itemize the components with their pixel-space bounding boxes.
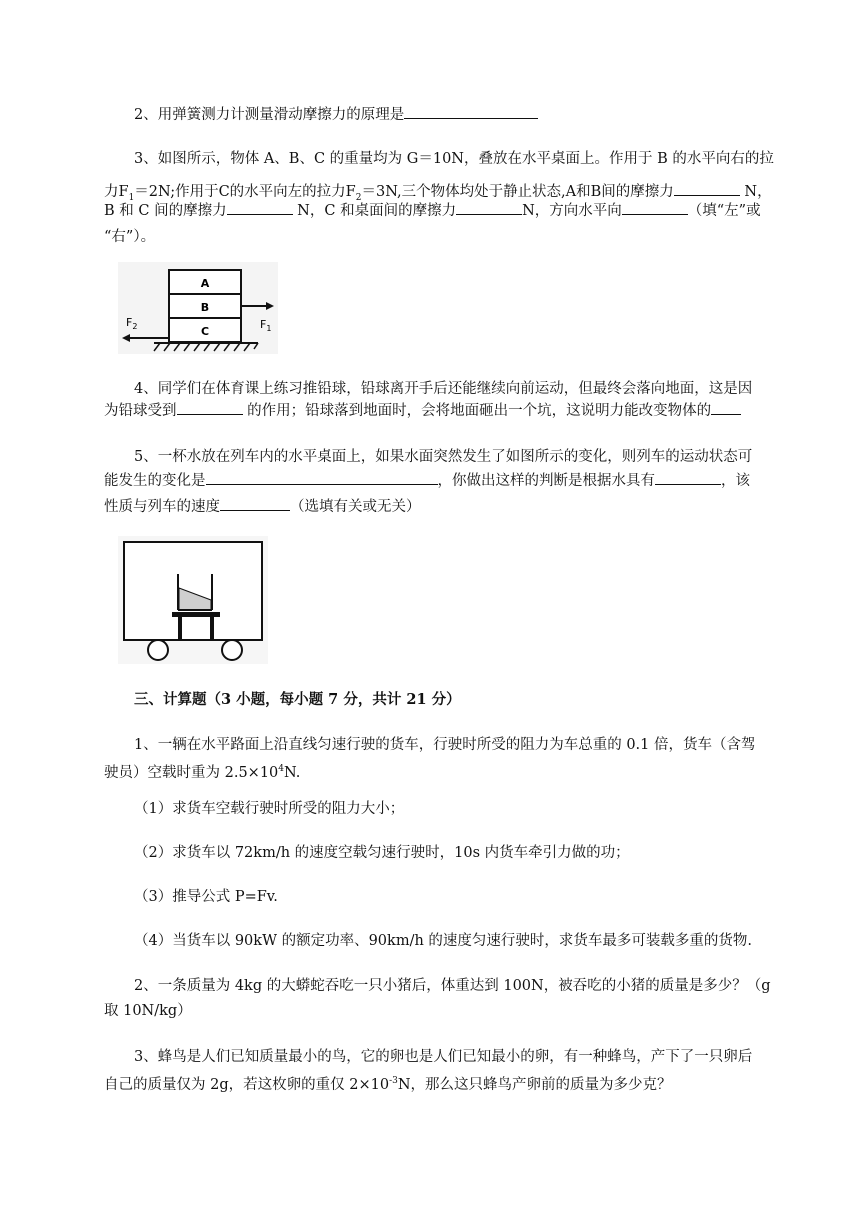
section-3-title: 三、计算题（3 小题，每小题 7 分，共计 21 分）	[134, 691, 461, 708]
block-b-label: B	[200, 301, 210, 314]
wheel-right	[222, 640, 242, 660]
answer-blank[interactable]	[456, 198, 522, 215]
answer-blank[interactable]	[220, 494, 290, 511]
train-cup-figure	[118, 536, 268, 664]
answer-blank[interactable]	[404, 102, 538, 119]
c1-superscript: 4	[278, 764, 285, 774]
q3-text: 力F	[104, 184, 129, 200]
answer-blank[interactable]	[206, 468, 438, 485]
calc-3-line-1: 3、蜂鸟是人们已知质量最小的鸟，它的卵也是人们已知最小的卵，有一种蜂鸟，产下了一只卵后	[134, 1049, 753, 1065]
question-5-line-1: 5、一杯水放在列车内的水平桌面上，如果水面突然发生了如图所示的变化，则列车的运动状态可	[134, 449, 753, 465]
answer-blank[interactable]	[227, 198, 293, 215]
q3-text: N，	[739, 184, 772, 200]
question-4-line-2	[104, 394, 804, 428]
q5-text: 性质与列车的速度	[104, 499, 220, 515]
calc-3-line-2	[104, 1064, 804, 1102]
q3-subscript: 1	[128, 192, 135, 203]
question-2	[104, 98, 834, 132]
c3-superscript: -3	[389, 1076, 398, 1086]
calc-1-subquestion-3: （3）推导公式 P=Fv.	[134, 889, 278, 905]
question-3-line-4: “右”）。	[104, 229, 156, 245]
block-c-label: C	[200, 325, 210, 338]
c3-text: 自己的质量仅为 2g，若这枚卵的重仅 2×10	[104, 1076, 390, 1093]
c1-text: N.	[284, 764, 301, 781]
q3-text: N，C 和桌面间的摩擦力	[292, 203, 457, 219]
table-top	[172, 612, 220, 617]
q3-subscript: 2	[355, 192, 362, 203]
q3-text: B 和 C 间的摩擦力	[104, 203, 227, 219]
calc-1-subquestion-1: （1）求货车空载行驶时所受的阻力大小；	[134, 801, 405, 817]
train-car-body	[124, 542, 262, 640]
answer-blank[interactable]	[655, 468, 721, 485]
table-leg-left	[178, 617, 182, 639]
q3-text: ＝3N,三个物体均处于静止状态,A和B间的摩擦力	[361, 184, 674, 200]
answer-blank[interactable]	[177, 398, 243, 415]
calc-1-subquestion-4: （4）当货车以 90kW 的额定功率、90km/h 的速度匀速行驶时，求货车最多可装载多重的货物.	[134, 933, 753, 949]
question-3-line-1: 3、如图所示，物体 A、B、C 的重量均为 G＝10N，叠放在水平桌面上。作用于 B 的水平向右的拉	[134, 151, 774, 167]
q3-text: ＝2N;作用于C的水平向左的拉力F	[134, 184, 356, 200]
calc-1-line-2	[104, 752, 804, 790]
c3-text: N，那么这只蜂鸟产卵前的质量为多少克？	[397, 1076, 672, 1093]
question-5-line-3	[104, 490, 804, 524]
answer-blank[interactable]	[711, 398, 741, 415]
q3-text: （填“左”或	[687, 203, 761, 219]
f1-label: $F_1$	[260, 318, 272, 333]
q4-text: 为铅球受到	[104, 403, 177, 419]
block-a-label: A	[200, 277, 210, 290]
q3-text: N，方向水平向	[522, 203, 622, 219]
calc-1-subquestion-2: （2）求货车以 72km/h 的速度空载匀速行驶时，10s 内货车牵引力做的功；	[134, 845, 630, 861]
question-4-line-1: 4、同学们在体育课上练习推铅球，铅球离开手后还能继续向前运动，但最终会落向地面，这是因	[134, 381, 753, 397]
q5-text: ，你做出这样的判断是根据水具有	[437, 473, 655, 489]
q5-text: （选填有关或无关）	[290, 499, 421, 515]
table-leg-right	[210, 617, 214, 639]
calc-1-line-1: 1、一辆在水平路面上沿直线匀速行驶的货车，行驶时所受的阻力为车总重的 0.1 倍，货车（含驾	[134, 737, 756, 753]
q5-text: 能发生的变化是	[104, 473, 206, 489]
stacked-blocks-figure	[118, 262, 278, 354]
wheel-left	[148, 640, 168, 660]
q4-text: 的作用；铅球落到地面时，会将地面砸出一个坑，这说明力能改变物体的	[242, 403, 712, 419]
c1-text: 驶员）空载时重为 2.5×10	[104, 764, 279, 781]
calc-2-line-1: 2、一条质量为 4kg 的大蟒蛇吞吃一只小猪后，体重达到 100N，被吞吃的小猪的质量是多少？（g	[134, 978, 771, 994]
answer-blank[interactable]	[622, 198, 688, 215]
question-2-text: 2、用弹簧测力计测量滑动摩擦力的原理是	[134, 107, 405, 123]
calc-2-line-2: 取 10N/kg）	[104, 1003, 192, 1019]
q5-text: ，该	[721, 473, 750, 489]
f2-label: $F_2$	[126, 316, 138, 331]
